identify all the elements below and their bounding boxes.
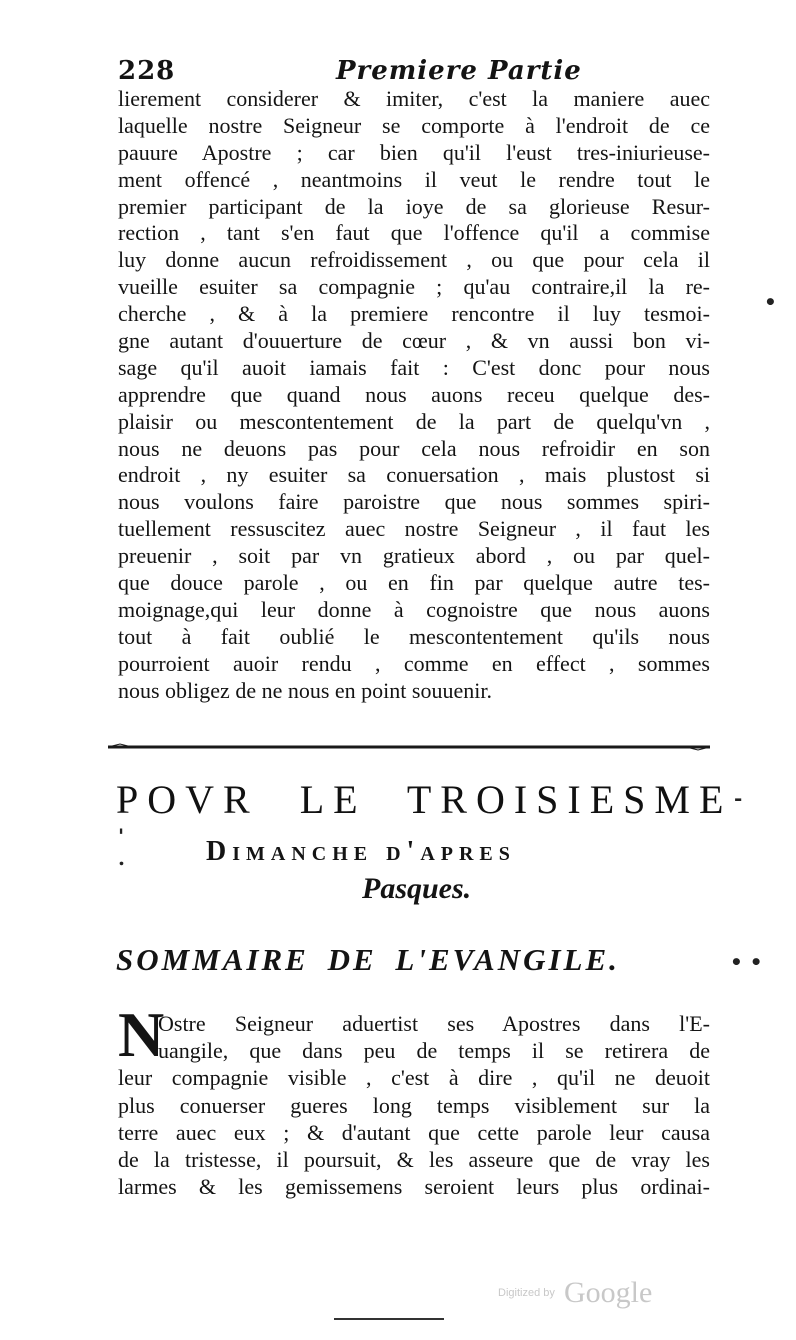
summary-heading: SOMMAIRE DE L'EVANGILE.	[116, 942, 620, 977]
text-line: nous obligez de ne nous en point souuenir.	[118, 677, 492, 703]
page-number: 228	[118, 56, 176, 86]
text-line: larmes & les gemissemens seroient leurs plus ordinai-	[118, 1174, 710, 1200]
bottom-rule	[334, 1318, 444, 1320]
section-subtitle: Dimanche d'apres	[206, 836, 516, 867]
text-line: cherche , & à la premiere rencontre il luy tesmoi-	[118, 301, 710, 327]
text-line: apprendre que quand nous auons receu quelque des-	[118, 381, 710, 407]
text-line: tout à fait oublié le mescontentement qu'ils nous	[118, 623, 710, 649]
text-line: vueille esuiter sa compagnie ; qu'au contraire,il la re-	[118, 274, 710, 300]
watermark-prefix: Digitized by	[498, 1287, 555, 1299]
text-line: nous voulons faire paroistre que nous sommes spiri-	[118, 489, 710, 515]
watermark-brand-logo: Google	[563, 1276, 653, 1309]
text-line: leur compagnie visible , c'est à dire , qu'il ne deuoit	[118, 1065, 710, 1091]
text-line: plus conuerser gueres long temps visiblement sur la	[118, 1092, 710, 1118]
text-line: sage qu'il auoit iamais fait : C'est donc pour nous	[118, 354, 710, 380]
section-title: POVR LE TROISIESME	[116, 777, 733, 822]
text-line: terre auec eux ; & d'autant que cette parole leur causa	[118, 1119, 710, 1145]
running-title: Premiere Partie	[336, 56, 582, 86]
drop-cap: N	[118, 999, 165, 1070]
text-line: plaisir ou mescontentement de la part de quelqu'vn ,	[118, 408, 710, 434]
text-line: uangile, que dans peu de temps il se retirera de	[158, 1038, 710, 1064]
print-speck: '	[118, 824, 125, 848]
body-paragraph	[118, 86, 710, 704]
print-speck: -	[734, 786, 743, 810]
text-line: rection , tant s'en faut que l'offence qu'il a commise	[118, 220, 710, 246]
text-line: de la tristesse, il poursuit, & les asseure que de vray les	[118, 1146, 710, 1172]
digitization-watermark	[498, 1276, 652, 1312]
section-subtitle-feast: Pasques.	[362, 872, 472, 905]
text-line: pourroient auoir rendu , comme en effect , sommes	[118, 650, 710, 676]
text-line: moignage,qui leur donne à cognoistre que nous auons	[118, 596, 710, 622]
text-line: luy donne aucun refroidissement , ou que pour cela il	[118, 247, 710, 273]
text-line: premier participant de la ioye de sa glorieuse Resur-	[118, 193, 710, 219]
text-line: gne autant d'ouuerture de cœur , & vn aussi bon vi-	[118, 328, 710, 354]
text-line: preuenir , soit par vn gratieux abord , ou par quel-	[118, 543, 710, 569]
print-speck: • •	[730, 950, 763, 974]
text-line: lierement considerer & imiter, c'est la maniere auec	[118, 86, 710, 111]
text-line: pauure Apostre ; car bien qu'il l'eust tres-iniurieuse-	[118, 139, 710, 165]
print-speck: .	[118, 846, 125, 870]
text-line: nous ne deuons pas pour cela nous refroidir en son	[118, 435, 710, 461]
text-line: ment offencé , neantmoins il veut le rendre tout le	[118, 166, 710, 192]
text-line: que douce parole , ou en fin par quelque autre tes-	[118, 570, 710, 596]
text-line: endroit , ny esuiter sa conuersation , mais plustost si	[118, 462, 710, 488]
text-line: tuellement ressuscitez auec nostre Seigneur , il faut les	[118, 516, 710, 542]
running-head	[118, 56, 718, 90]
text-line: Ostre Seigneur aduertist ses Apostres dans l'E-	[158, 1011, 710, 1036]
text-line: laquelle nostre Seigneur se comporte à l'endroit de ce	[118, 112, 710, 138]
print-speck: •	[764, 290, 777, 314]
ornamental-rule	[108, 742, 710, 752]
summary-paragraph	[118, 999, 710, 1200]
